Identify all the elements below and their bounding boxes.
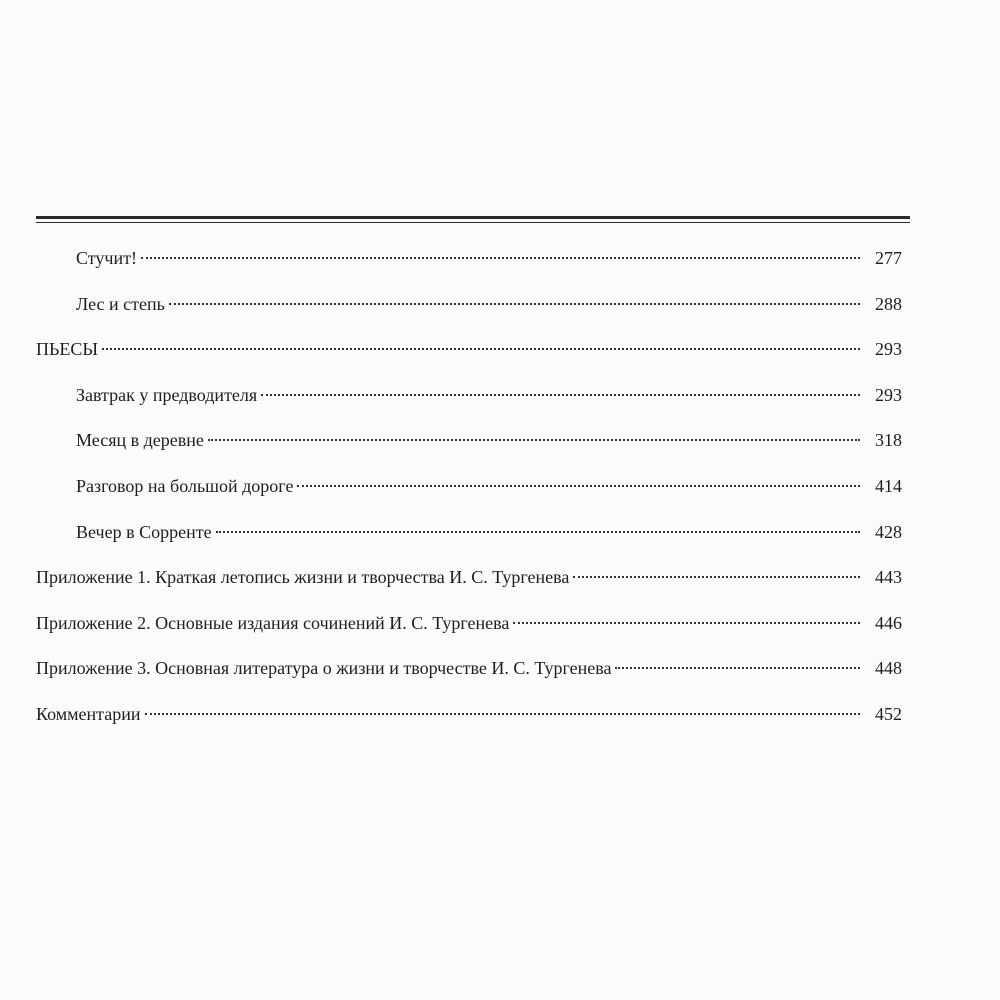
toc-entry [36, 692, 902, 738]
toc-leader-dots [169, 303, 860, 305]
table-of-contents [36, 236, 902, 738]
toc-leader-dots [297, 485, 860, 487]
toc-entry [36, 646, 902, 692]
toc-entry-page: 428 [875, 521, 902, 542]
toc-entry-title: Приложение 2. Основные издания сочинений И. С. Тургенева [36, 612, 510, 633]
toc-leader-dots [573, 576, 860, 578]
toc-entry-page: 293 [875, 384, 902, 405]
toc-entry-page: 448 [875, 658, 902, 679]
toc-entry-title: Разговор на большой дороге [76, 475, 294, 496]
toc-entry [36, 601, 902, 647]
toc-entry-title: Приложение 1. Краткая летопись жизни и творчества И. С. Тургенева [36, 567, 570, 588]
toc-leader-dots [208, 439, 860, 441]
toc-entry-title: Завтрак у предводителя [76, 384, 258, 405]
toc-entry [36, 418, 902, 464]
toc-leader-dots [513, 622, 860, 624]
toc-leader-dots [145, 713, 860, 715]
toc-entry-page: 443 [875, 567, 902, 588]
toc-entry-page: 318 [875, 430, 902, 451]
toc-leader-dots [102, 348, 860, 350]
toc-entry-title: Лес и степь [76, 293, 165, 314]
toc-entry-page: 277 [875, 248, 902, 268]
toc-leader-dots [216, 531, 860, 533]
toc-entry-page: 452 [875, 703, 902, 724]
toc-entry [36, 510, 902, 556]
toc-entry [36, 373, 902, 419]
toc-leader-dots [141, 257, 860, 259]
toc-entry [36, 236, 902, 282]
toc-entry-title: Комментарии [36, 703, 141, 724]
toc-entry-page: 293 [875, 339, 902, 360]
toc-entry-title: Месяц в деревне [76, 430, 204, 451]
toc-entry [36, 555, 902, 601]
header-rule [36, 216, 910, 219]
toc-entry-title: Стучит! [76, 248, 137, 268]
toc-entry-page: 414 [875, 475, 902, 496]
toc-entry [36, 327, 902, 373]
toc-leader-dots [261, 394, 860, 396]
toc-entry [36, 282, 902, 328]
toc-section-title: ПЬЕСЫ [36, 339, 99, 360]
toc-entry [36, 464, 902, 510]
toc-entry-title: Приложение 3. Основная литература о жизни и творчестве И. С. Тургенева [36, 658, 612, 679]
toc-leader-dots [615, 667, 860, 669]
toc-entry-page: 446 [875, 612, 902, 633]
toc-entry-page: 288 [875, 293, 902, 314]
toc-entry-title: Вечер в Сорренте [76, 521, 212, 542]
